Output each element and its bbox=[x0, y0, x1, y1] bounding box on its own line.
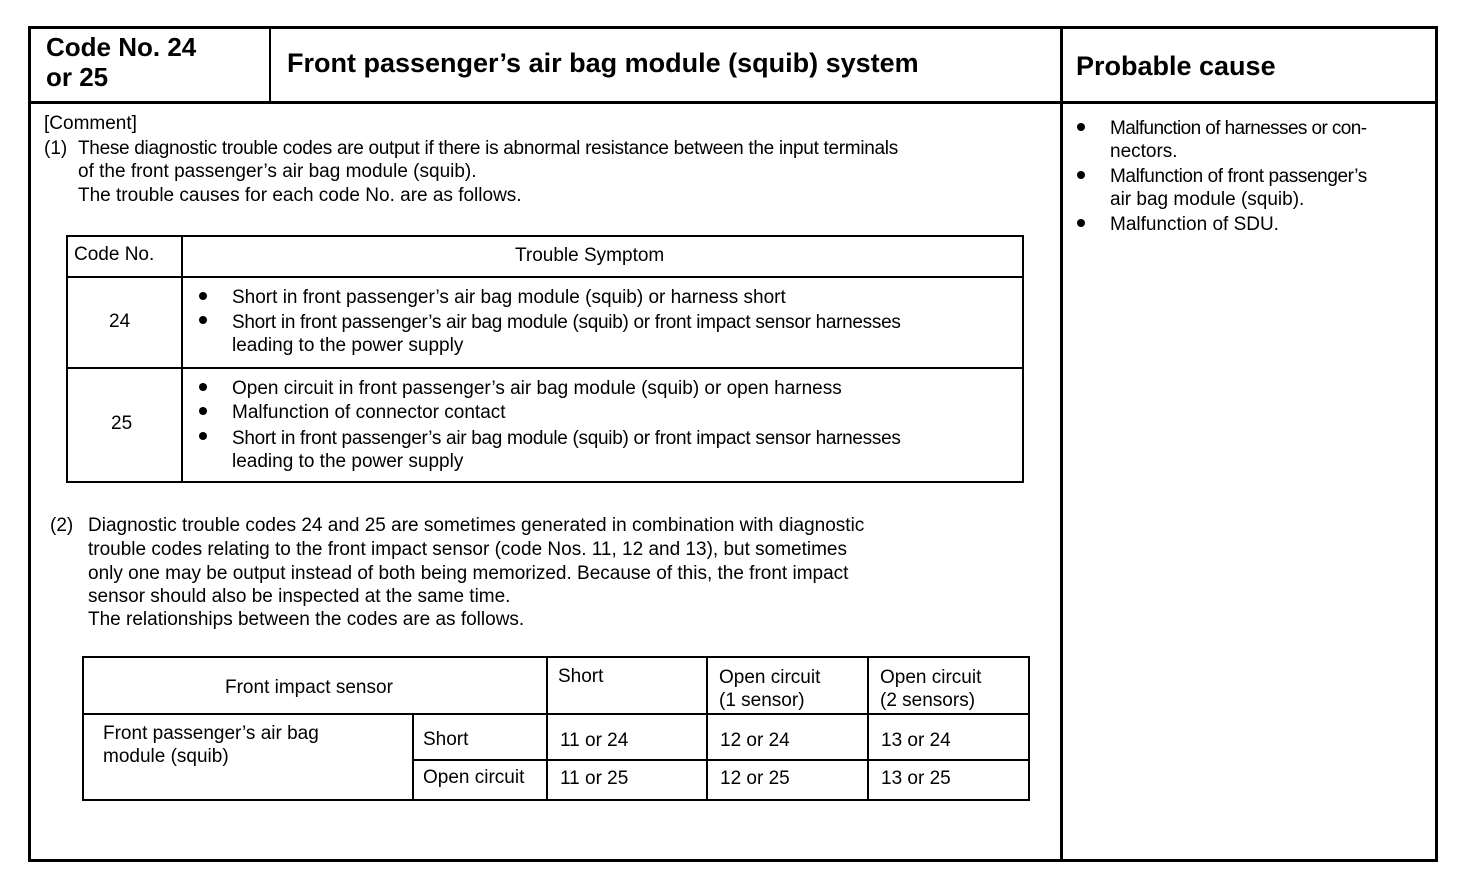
bullet-icon bbox=[199, 316, 207, 324]
relation-col-rule-4 bbox=[867, 656, 869, 801]
symptom-row25-bullet2: Malfunction of connector contact bbox=[232, 402, 506, 423]
relation-col-rule-3 bbox=[706, 656, 708, 801]
item2-line5: The relationships between the codes are as follows. bbox=[88, 609, 525, 630]
symptom-header-code: Code No. bbox=[74, 244, 155, 265]
relation-row-rule bbox=[412, 759, 1030, 761]
relation-row-label-line2: module (squib) bbox=[103, 746, 229, 767]
item2-line3: only one may be output instead of both being memorized. Because of this, the front impact bbox=[88, 563, 849, 584]
cause1-line1: Malfunction of harnesses or con- bbox=[1110, 118, 1367, 139]
relation-r2-open1: 12 or 25 bbox=[720, 768, 790, 789]
symptom-table-header-rule bbox=[66, 276, 1024, 278]
relation-header-short: Short bbox=[558, 666, 604, 687]
symptom-row24-code: 24 bbox=[109, 311, 131, 332]
item1-line1: These diagnostic trouble codes are output if there is abnormal resistance between the input terminals bbox=[78, 138, 898, 159]
page-title: Front passenger’s air bag module (squib) system bbox=[287, 48, 919, 78]
code-title-separator bbox=[269, 26, 271, 102]
symptom-row25-bullet3-line2: leading to the power supply bbox=[232, 451, 464, 472]
cause3: Malfunction of SDU. bbox=[1110, 214, 1279, 235]
symptom-row25-bullet3-line1: Short in front passenger’s air bag module (squib) or front impact sensor harnesses bbox=[232, 428, 901, 449]
symptom-header-symptom: Trouble Symptom bbox=[515, 245, 665, 266]
symptom-table-col-divider bbox=[181, 235, 183, 483]
item1-line2: of the front passenger’s air bag module (squib). bbox=[78, 161, 477, 182]
item2-number: (2) bbox=[50, 515, 74, 536]
item2-line1: Diagnostic trouble codes 24 and 25 are sometimes generated in combination with diagnostic bbox=[88, 515, 865, 536]
symptom-row25-code: 25 bbox=[111, 413, 133, 434]
relation-header-sensor: Front impact sensor bbox=[225, 677, 393, 698]
cause1-line2: nectors. bbox=[1110, 141, 1178, 162]
relation-header-open2-line2: (2 sensors) bbox=[880, 690, 976, 711]
relation-header-open1-line2: (1 sensor) bbox=[719, 690, 805, 711]
cause2-line1: Malfunction of front passenger’s bbox=[1110, 166, 1367, 187]
relation-row-label-line1: Front passenger’s air bag bbox=[103, 723, 319, 744]
main-right-separator bbox=[1060, 26, 1063, 862]
item2-line4: sensor should also be inspected at the same time. bbox=[88, 586, 511, 607]
bullet-icon bbox=[1077, 123, 1085, 131]
bullet-icon bbox=[1077, 171, 1085, 179]
symptom-table-row-rule bbox=[66, 367, 1024, 369]
item1-number: (1) bbox=[44, 138, 68, 159]
symptom-row24-bullet2-line1: Short in front passenger’s air bag module (squib) or front impact sensor harnesses bbox=[232, 312, 901, 333]
symptom-row25-bullet1: Open circuit in front passenger’s air bag module (squib) or open harness bbox=[232, 378, 842, 399]
relation-col-rule-1 bbox=[412, 713, 414, 801]
bullet-icon bbox=[199, 432, 207, 440]
relation-r1-open2: 13 or 24 bbox=[881, 730, 951, 751]
bullet-icon bbox=[199, 383, 207, 391]
relation-header-open2-line1: Open circuit bbox=[880, 667, 982, 688]
symptom-row24-bullet2-line2: leading to the power supply bbox=[232, 335, 464, 356]
relation-r1-open1: 12 or 24 bbox=[720, 730, 790, 751]
bullet-icon bbox=[199, 407, 207, 415]
relation-col-rule-2 bbox=[546, 656, 548, 801]
comment-label: [Comment] bbox=[44, 113, 137, 134]
bullet-icon bbox=[199, 292, 207, 300]
relation-r2-open2: 13 or 25 bbox=[881, 768, 951, 789]
probable-cause-title: Probable cause bbox=[1076, 51, 1276, 81]
relation-r2-label: Open circuit bbox=[423, 767, 525, 788]
header-divider bbox=[28, 101, 1438, 104]
item1-line3: The trouble causes for each code No. are as follows. bbox=[78, 185, 522, 206]
code-number-line2: or 25 bbox=[46, 62, 109, 92]
relation-r1-label: Short bbox=[423, 729, 469, 750]
relation-r2-short: 11 or 25 bbox=[560, 768, 629, 789]
relation-r1-short: 11 or 24 bbox=[560, 730, 629, 751]
bullet-icon bbox=[1077, 219, 1085, 227]
item2-line2: trouble codes relating to the front impact sensor (code Nos. 11, 12 and 13), but sometimes bbox=[88, 539, 847, 560]
relation-header-open1-line1: Open circuit bbox=[719, 667, 821, 688]
code-number-line1: Code No. 24 bbox=[46, 32, 197, 62]
symptom-row24-bullet1: Short in front passenger’s air bag module (squib) or harness short bbox=[232, 287, 786, 308]
cause2-line2: air bag module (squib). bbox=[1110, 189, 1305, 210]
relation-header-rule bbox=[82, 713, 1030, 715]
